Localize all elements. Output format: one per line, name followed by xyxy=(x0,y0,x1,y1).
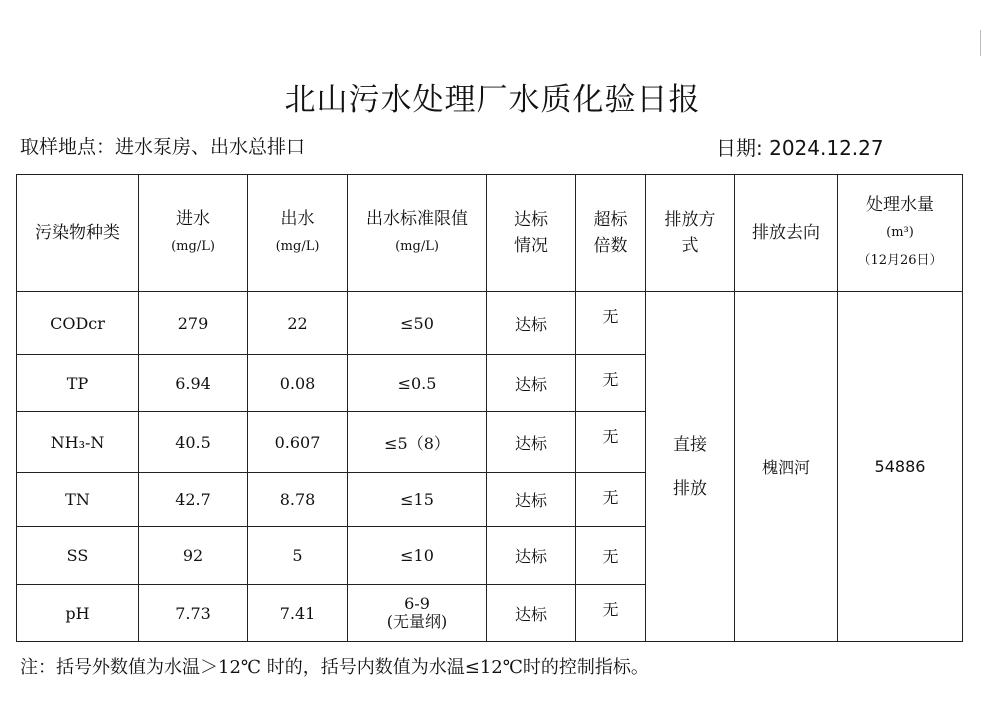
inflow-value: 6.94 xyxy=(139,355,248,412)
pollutant-name: TN xyxy=(17,473,139,527)
treated-volume: 54886 xyxy=(838,292,963,642)
exceed-value: 无 xyxy=(576,355,646,412)
limit-value: ≤5（8） xyxy=(348,412,487,473)
header-row xyxy=(17,175,963,292)
status-value: 达标 xyxy=(487,292,576,355)
status-value: 达标 xyxy=(487,527,576,585)
report-title: 北山污水处理厂水质化验日报 xyxy=(284,82,701,118)
outflow-value: 5 xyxy=(248,527,348,585)
inflow-value: 92 xyxy=(139,527,248,585)
limit-value: ≤50 xyxy=(348,292,487,355)
exceed-value: 无 xyxy=(576,527,646,585)
outflow-value: 22 xyxy=(248,292,348,355)
header-treated-volume: 处理水量 (m³) （12月26日） xyxy=(838,175,963,292)
outflow-value: 7.41 xyxy=(248,585,348,642)
status-value: 达标 xyxy=(487,412,576,473)
outflow-value: 0.08 xyxy=(248,355,348,412)
exceed-value: 无 xyxy=(576,412,646,473)
table-row xyxy=(17,292,963,355)
header-discharge-method: 排放方 式 xyxy=(646,175,735,292)
inflow-value: 42.7 xyxy=(139,473,248,527)
pollutant-name: SS xyxy=(17,527,139,585)
pollutant-name: NH₃-N xyxy=(17,412,139,473)
page-edge-mark xyxy=(980,30,981,56)
header-pollutant: 污染物种类 xyxy=(17,175,139,292)
exceed-value: 无 xyxy=(576,473,646,527)
status-value: 达标 xyxy=(487,585,576,642)
limit-value: ≤0.5 xyxy=(348,355,487,412)
pollutant-name: CODcr xyxy=(17,292,139,355)
pollutant-name: pH xyxy=(17,585,139,642)
header-status: 达标 情况 xyxy=(487,175,576,292)
limit-value: ≤10 xyxy=(348,527,487,585)
limit-value xyxy=(348,585,487,642)
header-limit: 出水标准限值 (mg/L) xyxy=(348,175,487,292)
inflow-value: 279 xyxy=(139,292,248,355)
inflow-value: 7.73 xyxy=(139,585,248,642)
limit-unit-note: (无量纲) xyxy=(386,612,448,631)
discharge-destination: 槐泗河 xyxy=(735,292,838,642)
inflow-value: 40.5 xyxy=(139,412,248,473)
exceed-value: 无 xyxy=(576,292,646,355)
header-discharge-destination: 排放去向 xyxy=(735,175,838,292)
header-inflow: 进水 (mg/L) xyxy=(139,175,248,292)
exceed-value: 无 xyxy=(576,585,646,642)
report-date: 日期: 2024.12.27 xyxy=(716,136,884,160)
discharge-method: 直接 排放 xyxy=(646,292,735,642)
sampling-location: 取样地点：进水泵房、出水总排口 xyxy=(20,136,306,158)
limit-value: ≤15 xyxy=(348,473,487,527)
pollutant-name: TP xyxy=(17,355,139,412)
status-value: 达标 xyxy=(487,355,576,412)
header-exceed: 超标 倍数 xyxy=(576,175,646,292)
outflow-value: 8.78 xyxy=(248,473,348,527)
header-outflow: 出水 (mg/L) xyxy=(248,175,348,292)
status-value: 达标 xyxy=(487,473,576,527)
limit-range: 6-9 xyxy=(404,594,430,613)
footnote: 注：括号外数值为水温＞12℃ 时的，括号内数值为水温≤12℃时的控制指标。 xyxy=(20,657,649,678)
outflow-value: 0.607 xyxy=(248,412,348,473)
water-quality-table xyxy=(16,174,963,642)
